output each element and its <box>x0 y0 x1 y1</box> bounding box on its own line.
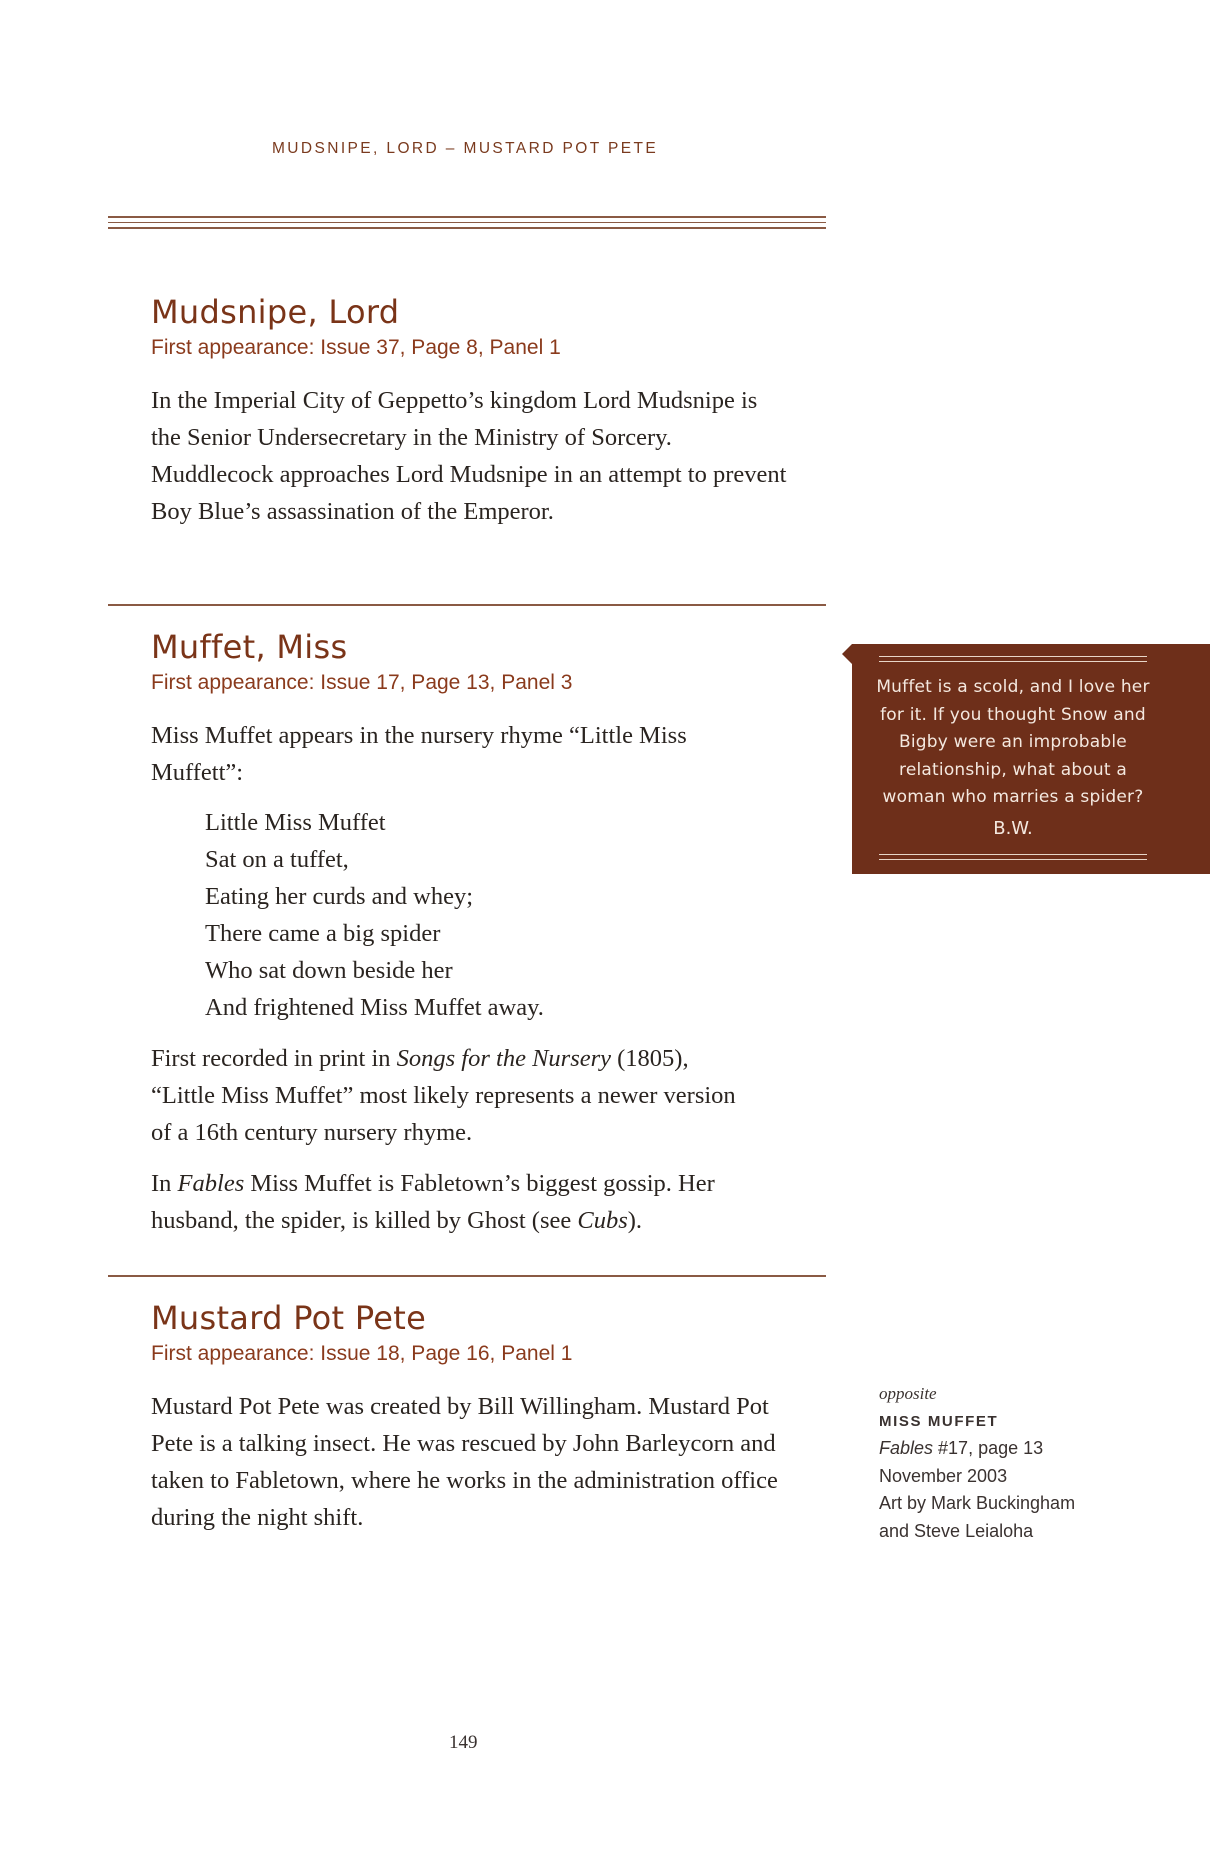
running-head: MUDSNIPE, LORD – MUSTARD POT PETE <box>272 140 659 157</box>
entry-paragraph: Mustard Pot Pete was created by Bill Willingham. Mustard Pot Pete is a talking insect. He was rescued by John Barleycorn and taken to Fabletown, where he works in the administration office during the night shift. <box>151 1393 778 1531</box>
entry-intro: Miss Muffet appears in the nursery rhyme “Little Miss Muffett”: <box>151 722 687 786</box>
entry-mustard-pot-pete <box>151 1298 791 1536</box>
caption-credit: and Steve Leialoha <box>879 1520 1034 1541</box>
verse-line: There came a big spider <box>205 920 441 947</box>
sidebar-bottom-rule <box>879 854 1147 864</box>
first-appearance: First appearance: Issue 37, Page 8, Panel 1 <box>151 336 561 359</box>
cross-reference: Cubs <box>577 1207 628 1234</box>
entry-paragraph: In the Imperial City of Geppetto’s kingdom Lord Mudsnipe is the Senior Undersecretary in the Ministry of Sorcery. Muddlecock approaches Lord Mudsnipe in an attempt to prevent Boy Blue’s assassination of the Emperor. <box>151 387 787 525</box>
nursery-rhyme-verse <box>205 804 791 1026</box>
entry-title: Mudsnipe, Lord <box>151 293 400 331</box>
text-run: First recorded in print in <box>151 1045 397 1072</box>
entry-paragraph <box>151 1040 751 1151</box>
caption-issue-detail: #17, page 13 <box>933 1438 1044 1458</box>
sidebar-author: B.W. <box>993 818 1033 839</box>
first-appearance: First appearance: Issue 17, Page 13, Panel 3 <box>151 671 573 694</box>
entry-divider <box>108 604 826 606</box>
first-appearance: First appearance: Issue 18, Page 16, Panel 1 <box>151 1342 573 1365</box>
entry-title: Mustard Pot Pete <box>151 1299 427 1337</box>
caption-date: November 2003 <box>879 1465 1008 1486</box>
entry-muffet-miss <box>151 627 791 1239</box>
sidebar-notch <box>842 644 852 664</box>
top-decorative-rule <box>108 216 826 233</box>
book-title: Songs for the Nursery <box>396 1045 612 1072</box>
series-title: Fables <box>177 1170 245 1197</box>
text-run: (1805), “Little Miss Muffet” most likely represents a newer version of a 16th century nursery rhyme. <box>151 1045 736 1146</box>
text-run: Miss Muffet is Fabletown’s biggest gossip. Her husband, the spider, is killed by Ghost (see <box>151 1170 715 1234</box>
caption-credit: Art by Mark Buckingham <box>879 1493 1076 1513</box>
caption-label: opposite <box>879 1384 937 1403</box>
caption-series: Fables <box>879 1438 934 1458</box>
caption-issue <box>879 1435 1199 1463</box>
entry-title: Muffet, Miss <box>151 628 348 666</box>
sidebar-top-rule <box>879 656 1147 666</box>
sidebar-quote-box <box>852 644 1210 874</box>
sidebar-quote: Muffet is a scold, and I love her for it. If you thought Snow and Bigby were an improbable relationship, what about a woman who marries a spider? <box>876 677 1150 807</box>
caption-subject: MISS MUFFET <box>879 1412 999 1430</box>
text-run: In <box>151 1170 178 1197</box>
verse-line: Sat on a tuffet, <box>205 846 349 873</box>
verse-line: Who sat down beside her <box>205 957 453 984</box>
image-caption <box>879 1380 1199 1545</box>
page-number: 149 <box>449 1732 478 1753</box>
entry-divider <box>108 1275 826 1277</box>
entry-paragraph <box>151 1165 751 1239</box>
verse-line: And frightened Miss Muffet away. <box>205 994 544 1021</box>
verse-line: Eating her curds and whey; <box>205 883 474 910</box>
text-run: ). <box>627 1207 643 1234</box>
entry-mudsnipe-lord <box>151 292 791 530</box>
verse-line: Little Miss Muffet <box>205 809 386 836</box>
